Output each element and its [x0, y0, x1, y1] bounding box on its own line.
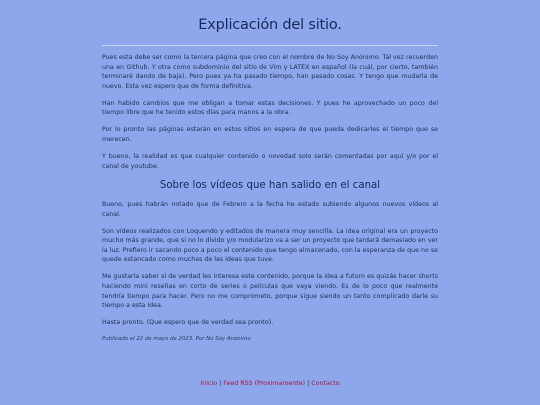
published-note: Publicado el 22 de mayo de 2023. Por No Soy Anónimo: [102, 335, 251, 342]
section-paragraph-1: Bueno, pues habrán notado que de Febrero a la fecha he estado subiendo algunos nuevos vídeos al canal.: [102, 201, 438, 218]
intro-paragraph-4: Y bueno, la realidad es que cualquier contenido o novedad solo serán comentadas por aquí y/o por el canal de youtube.: [102, 152, 438, 170]
footer-separator: |: [305, 380, 312, 387]
section-paragraph-4: Hasta pronto. (Que espero que de verdad sea pronto).: [102, 319, 274, 327]
page-title: Explicación del sitio.: [198, 17, 342, 33]
section-heading: Sobre los vídeos que han salido en el canal: [159, 180, 381, 192]
intro-paragraph-2: Han habido cambios que me obligan a tomar estas decisiones. Y pues he aprovechado un poco del tiempo libre que he tenido estos días para manos a la obra.: [102, 99, 438, 117]
title-divider: [102, 45, 438, 46]
footer-link-home[interactable]: Inicio: [200, 380, 218, 387]
section-paragraph-2: Son vídeos realizados con Loquendo y editados de manera muy sencilla. La idea original era un proyecto mucho más grande, que si no lo divido y/o modularizo va a ser un proyecto que tardará demasiado en ver la luz. Prefiero ir sacando poco a poco el contenido que tengo almacenado, con la esperanza de que no se quede estancado como muchas de las ideas que tuve.: [102, 227, 438, 264]
intro-paragraph-3: Por lo pronto las páginas estarán en estos sitios en espera de que pueda dedicarles el tiempo que se merecen.: [102, 126, 438, 143]
intro-paragraph-1: Pues esta debe ser como la tercera página que creo con el nombre de No Soy Anónimo. Tal vez recuerden una en Github. Y otra como subdominio del sitio de Vim y LATEX en español (la cuál, por cierto, también terminaré dando de baja). Pero pues ya ha pasado tiempo, han pasado cosas. Y tengo que mudarla de nuevo. Esta vez espero que de forma definitiva.: [102, 54, 438, 90]
section-paragraph-3: Me gustaría saber si de verdad les interesa este contenido, porque la idea a futuro es quizás hacer shorts haciendo mini reseñas en corto de series o películas que vaya viendo. Es de lo poco que realmente tendría tiempo para hacer. Pero no me comprometo, porque sigue siendo un tanto complicado darle su tiempo a esta idea.: [102, 273, 438, 310]
footer-nav: [0, 380, 540, 387]
footer-link-contact[interactable]: Contacto: [311, 380, 340, 387]
footer-separator: |: [217, 380, 224, 387]
footer-link-rss[interactable]: Feed RSS (Proximamente): [223, 380, 306, 387]
